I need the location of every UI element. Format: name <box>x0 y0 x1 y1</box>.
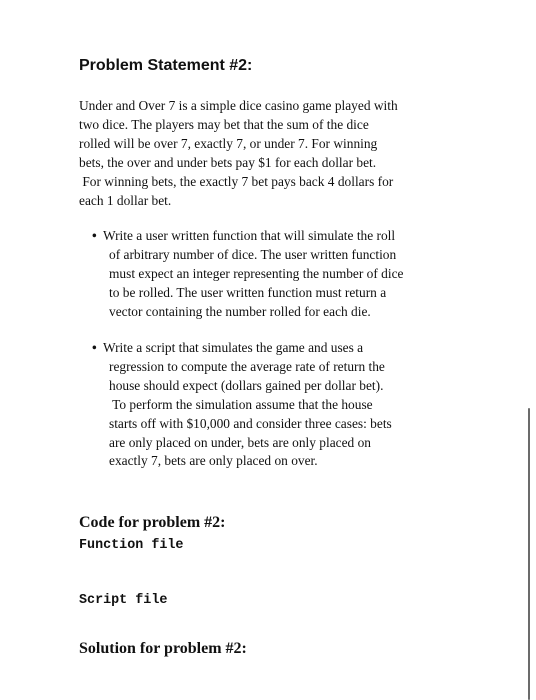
bullet-line: exactly 7, bets are only placed on over. <box>109 453 318 469</box>
solution-heading: Solution for problem #2: <box>79 640 247 657</box>
vertical-scrollbar[interactable] <box>528 408 530 700</box>
bullet-line: are only placed on under, bets are only placed on <box>109 434 371 450</box>
intro-line: bets, the over and under bets pay $1 for each dollar bet. <box>79 154 377 170</box>
bullet-item-function <box>92 227 482 322</box>
bullet-line <box>92 227 482 246</box>
bullet-line: must expect an integer representing the number of dice <box>109 265 404 281</box>
bullet-line: of arbitrary number of dice. The user written function <box>109 246 397 262</box>
intro-line: rolled will be over 7, exactly 7, or under 7. For winning <box>79 135 378 151</box>
intro-line: Under and Over 7 is a simple dice casino game played with <box>79 98 398 113</box>
bullet-line: house should expect (dollars gained per dollar bet). <box>109 377 384 393</box>
bullet-icon: • <box>92 340 97 355</box>
bullet-text: Write a user written function that will simulate the roll <box>103 228 396 243</box>
intro-paragraph <box>79 97 469 210</box>
problem-statement-heading: Problem Statement #2: <box>79 57 253 74</box>
bullet-line <box>92 339 482 358</box>
bullet-line: starts off with $10,000 and consider three cases: bets <box>109 415 392 431</box>
bullet-line: To perform the simulation assume that the house <box>109 396 373 412</box>
intro-line: For winning bets, the exactly 7 bet pays back 4 dollars for <box>79 173 394 189</box>
code-heading: Code for problem #2: <box>79 514 226 531</box>
intro-line: two dice. The players may bet that the sum of the dice <box>79 116 369 132</box>
bullet-item-script <box>92 339 482 471</box>
intro-line: each 1 dollar bet. <box>79 192 172 208</box>
bullet-line: to be rolled. The user written function must return a <box>109 284 387 300</box>
bullet-icon: • <box>92 228 97 243</box>
bullet-line: regression to compute the average rate of return the <box>109 358 385 374</box>
script-file-label: Script file <box>79 593 168 608</box>
bullet-text: Write a script that simulates the game and uses a <box>103 340 364 355</box>
bullet-line: vector containing the number rolled for each die. <box>109 303 371 319</box>
function-file-label: Function file <box>79 538 184 553</box>
